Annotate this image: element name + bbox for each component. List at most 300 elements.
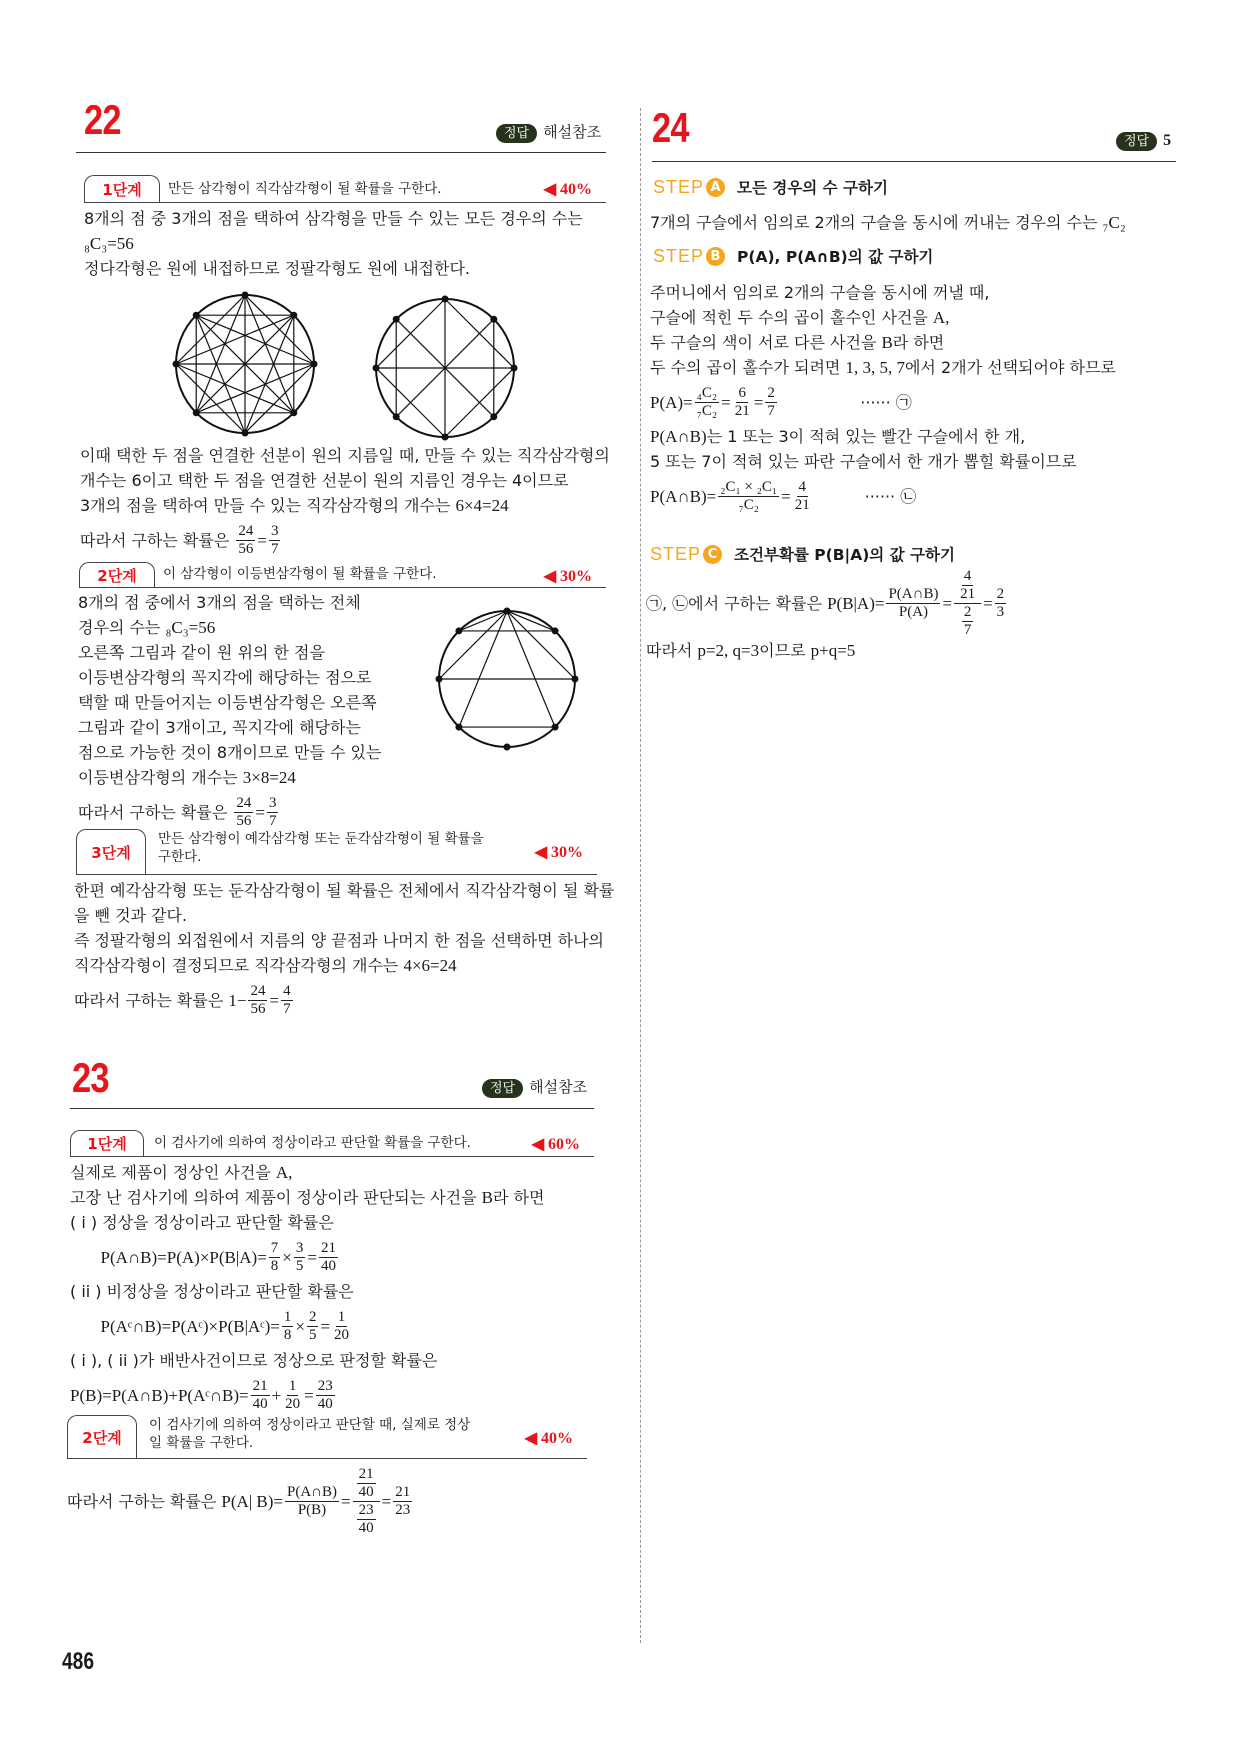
- answer-text: 5: [1163, 132, 1172, 149]
- step-label: 2단계: [79, 562, 155, 587]
- fraction-denominator: [353, 1502, 380, 1537]
- text-run: 23: [395, 1501, 411, 1518]
- math-expression: 1−: [228, 990, 247, 1010]
- math-fraction: [236, 523, 255, 558]
- text-run: ㉠, ㉡에서 구하는 확률은: [646, 593, 828, 613]
- text-run: 이등변삼각형의 꼭지각에 해당하는 점으로: [78, 668, 372, 687]
- text-line: [650, 424, 1116, 449]
- vertex-point: [552, 627, 559, 634]
- text-line: [650, 355, 1116, 380]
- math-expression: =: [320, 1316, 331, 1336]
- fraction-denominator: [236, 541, 255, 558]
- text-line: [70, 1185, 544, 1210]
- text-run: 21: [794, 496, 810, 513]
- text-run: 56: [250, 1000, 266, 1017]
- math-expression: =: [983, 593, 993, 613]
- math-group: [956, 567, 979, 602]
- text-run: 21: [734, 402, 750, 419]
- text-run: 4: [963, 567, 972, 584]
- math-fraction: [958, 568, 977, 603]
- text-run: 7: [268, 812, 277, 829]
- text-run: 라 하면: [492, 1188, 545, 1207]
- fraction-denominator: [269, 541, 281, 558]
- text-run: ₂C₁ × ₂C₁: [720, 478, 778, 495]
- step-description: 이 검사기에 의하여 정상이라고 판단할 확률을 구한다.: [154, 1135, 471, 1151]
- math-fraction: [269, 523, 281, 558]
- fraction-denominator: [958, 604, 978, 639]
- text-run: 1: [288, 1377, 297, 1394]
- step-title: 모든 경우의 수 구하기: [737, 179, 888, 197]
- step-word: STEP: [650, 543, 702, 564]
- step-bar-23-2: [67, 1410, 587, 1459]
- solution-text: [74, 878, 614, 1022]
- text-run: 즉 정팔각형의 외접원에서 지름의 양 끝점과 나머지 한 점을 선택하면 하나의: [74, 931, 604, 950]
- math-expression: P(A∩B): [650, 427, 707, 446]
- vertex-point: [311, 361, 318, 368]
- text-run: 두 수의 곱이 홀수가 되려면: [650, 358, 846, 377]
- text-run: 40: [358, 1483, 374, 1500]
- text-run: 두 구슬의 색이 서로 다른 사건을: [650, 333, 882, 352]
- math-expression: p=2, q=3: [697, 641, 760, 660]
- math-expression: 4×6=24: [403, 956, 457, 975]
- math-expression: +: [271, 1385, 282, 1405]
- text-line: [80, 493, 610, 518]
- text-line: [74, 953, 614, 978]
- text-run: 2: [767, 384, 775, 401]
- text-line: [650, 449, 1116, 474]
- math-expression: 6×4=24: [455, 496, 509, 515]
- page-number: 486: [62, 1648, 95, 1675]
- math-expression: P(B|A)=: [827, 593, 885, 613]
- text-line: [70, 1210, 544, 1235]
- text-line: [650, 280, 1116, 305]
- math-fraction: [332, 1309, 351, 1344]
- text-run: 직각삼각형이 결정되므로 직각삼각형의 개수는: [74, 956, 404, 975]
- text-run: 56: [238, 540, 254, 557]
- vertex-point: [490, 316, 497, 323]
- text-run: 5 또는 7이 적혀 있는 파란 구슬에서 한 개가 뽑힐 확률이므로: [650, 452, 1077, 471]
- answer-header-22: [496, 121, 601, 143]
- fraction-numerator: [248, 983, 267, 1001]
- math-fraction: [294, 1240, 306, 1275]
- fraction-numerator: [797, 479, 809, 497]
- text-run: ( i ), ( ii )가 배반사건이므로 정상으로 판정할 확률은: [70, 1351, 438, 1370]
- math-expression: P(A)=: [650, 392, 693, 412]
- fraction-numerator: [886, 586, 940, 604]
- text-run: 56: [236, 812, 252, 829]
- math-expression: 3×8=24: [242, 768, 296, 787]
- text-run: 21: [395, 1483, 411, 1500]
- fraction-denominator: [269, 1258, 281, 1275]
- math-expression: =: [753, 392, 764, 412]
- step-description: 만든 삼각형이 직각삼각형이 될 확률을 구한다.: [168, 181, 442, 197]
- fraction-numerator: [285, 1484, 339, 1502]
- text-run: 에서 2개가 선택되어야 하므로: [904, 358, 1116, 377]
- text-run: 이때 택한 두 점을 연결한 선분이 원의 지름일 때, 만들 수 있는 직각삼각형의: [80, 446, 610, 465]
- problem-number-23: 23: [72, 1054, 109, 1101]
- fraction-denominator: [793, 497, 812, 514]
- header-rule: [76, 152, 606, 153]
- fraction-denominator: [733, 403, 752, 420]
- math-fraction: [248, 983, 267, 1018]
- text-run: 3: [268, 794, 277, 811]
- text-run: 택할 때 만들어지는 이등변삼각형은 오른쪽: [78, 693, 377, 712]
- fraction-numerator: [336, 1309, 348, 1327]
- vertex-point: [552, 724, 559, 731]
- text-run: 20: [285, 1395, 301, 1412]
- vertex-point: [572, 676, 579, 683]
- math-expression: =: [341, 1491, 351, 1511]
- octagon-diameters-diagram: [365, 288, 525, 448]
- math-fraction: [285, 1484, 339, 1519]
- vertex-point: [193, 409, 200, 416]
- text-line: [78, 740, 381, 765]
- answer-badge: 정답: [1116, 132, 1157, 151]
- fraction-denominator: [332, 1327, 351, 1344]
- text-line: [78, 640, 381, 665]
- fraction-numerator: [294, 1240, 306, 1258]
- header-rule: [652, 161, 1176, 162]
- text-run: 주머니에서 임의로 2개의 구슬을 동시에 꺼낼 때,: [650, 283, 990, 302]
- fraction-denominator: [695, 403, 719, 420]
- math-fraction: [793, 479, 812, 514]
- text-run: 따라서 구하는 확률은: [80, 530, 235, 550]
- text-run: 7: [963, 621, 972, 638]
- fraction-denominator: [307, 1327, 319, 1344]
- text-run: 40: [252, 1395, 268, 1412]
- math-group: [355, 1501, 378, 1536]
- fraction-numerator: [962, 604, 974, 622]
- step-letter-icon: C: [703, 545, 722, 564]
- step-c-heading: [650, 543, 955, 565]
- text-run: 8: [283, 1326, 292, 1343]
- text-run: 따라서 구하는 확률은: [67, 1491, 222, 1511]
- solution-text: [650, 280, 1116, 518]
- text-run: 따라서 구하는 확률은: [78, 802, 233, 822]
- text-run: 23: [358, 1501, 374, 1518]
- text-run: 개수는 6이고 택한 두 점을 연결한 선분이 원의 지름인 경우는 4이므로: [80, 471, 569, 490]
- math-expression: B: [881, 333, 893, 352]
- fraction-numerator: [251, 1378, 270, 1396]
- fraction-denominator: [296, 1502, 328, 1519]
- math-expression: p+q=5: [810, 641, 856, 660]
- text-run: 20: [334, 1326, 350, 1343]
- fraction-denominator: [281, 1001, 293, 1018]
- math-expression: P(A| B)=: [221, 1491, 284, 1511]
- step-label: 1단계: [84, 175, 160, 202]
- fraction-denominator: [962, 622, 974, 639]
- vertex-point: [173, 361, 180, 368]
- text-run: 24: [250, 982, 266, 999]
- step-percent: ◀ 60%: [531, 1136, 580, 1153]
- answer-badge: 정답: [482, 1079, 523, 1098]
- step-description: 만든 삼각형이 예각삼각형 또는 둔각삼각형이 될 확률을 구한다.: [158, 831, 484, 865]
- solution-text: [84, 206, 583, 281]
- text-run: ₇C₂: [738, 496, 759, 513]
- math-expression: A,: [275, 1163, 293, 1182]
- step-letter-icon: A: [706, 178, 725, 197]
- problem-number-22: 22: [84, 96, 121, 143]
- text-run: 2: [963, 603, 972, 620]
- math-expression: =: [307, 1247, 317, 1267]
- step-label: 1단계: [70, 1130, 144, 1156]
- text-run: 8개의 점 중에서 3개의 점을 택하는 전체: [78, 593, 361, 612]
- math-expression: ₇C₂: [1102, 213, 1126, 232]
- text-run: 7: [270, 1239, 279, 1256]
- math-expression: B: [481, 1188, 493, 1207]
- math-group: [355, 1465, 378, 1500]
- math-fraction: [995, 586, 1007, 621]
- text-run: 7개의 구슬에서 임의로 2개의 구슬을 동시에 꺼내는 경우의 수는: [650, 213, 1103, 232]
- column-divider: [640, 108, 641, 1643]
- text-line: [646, 568, 1008, 638]
- text-line: [646, 638, 1008, 663]
- answer-header-23: [482, 1076, 587, 1098]
- text-run: 8: [270, 1257, 279, 1274]
- fraction-numerator: [995, 586, 1007, 604]
- step-title: 조건부확률 P(B|A)의 값 구하기: [734, 546, 955, 564]
- solution-text: [80, 443, 610, 562]
- fraction-denominator: [995, 604, 1007, 621]
- vertex-point: [290, 312, 297, 319]
- text-run: [70, 1314, 101, 1339]
- math-expression: P(Aᶜ∩B)=P(Aᶜ)×P(B|Aᶜ)=: [100, 1316, 280, 1336]
- vertex-point: [455, 724, 462, 731]
- text-run: 오른쪽 그림과 같이 원 위의 한 점을: [78, 643, 325, 662]
- answer-text: 해설참조: [543, 123, 602, 141]
- fraction-numerator: [269, 1240, 281, 1258]
- math-expression: P(A∩B)=P(A)×P(B|A)=: [100, 1247, 267, 1267]
- text-line: [78, 590, 381, 615]
- step-percent: ◀ 40%: [543, 181, 592, 198]
- text-run: ······ ㉠: [778, 392, 912, 412]
- text-run: ( ii ) 비정상을 정상이라고 판단할 확률은: [70, 1282, 354, 1301]
- vertex-point: [504, 744, 511, 751]
- solution-text: [650, 210, 1126, 235]
- fraction-numerator: [267, 795, 279, 813]
- math-expression: P(A∩B)=: [650, 486, 717, 506]
- step-word: STEP: [653, 245, 705, 266]
- step-bar-23-1: [70, 1124, 594, 1157]
- math-fraction: [282, 1309, 294, 1344]
- text-run: 6: [738, 384, 746, 401]
- text-run: 1: [337, 1308, 346, 1325]
- vertex-point: [242, 430, 249, 437]
- text-run: 한편 예각삼각형 또는 둔각삼각형이 될 확률은 전체에서 직각삼각형이 될 확률: [74, 881, 615, 900]
- text-run: 21: [358, 1465, 374, 1482]
- step-b-heading: [653, 245, 933, 267]
- step-percent: ◀ 30%: [534, 844, 583, 861]
- text-line: [78, 615, 381, 640]
- math-fraction: [695, 385, 719, 420]
- vertex-point: [393, 413, 400, 420]
- text-run: 따라서: [646, 641, 698, 660]
- text-run: 24: [236, 794, 252, 811]
- text-line: [74, 903, 614, 928]
- vertex-point: [193, 312, 200, 319]
- isosceles-triangles-diagram: [432, 604, 582, 754]
- math-fraction: [393, 1484, 412, 1519]
- fraction-denominator: [282, 1327, 294, 1344]
- answer-badge: 정답: [496, 124, 537, 143]
- fraction-numerator: [962, 568, 974, 586]
- fraction-numerator: [319, 1240, 338, 1258]
- math-expression: =: [942, 593, 953, 613]
- text-run: ······ ㉡: [813, 486, 917, 506]
- text-run: 8개의 점 중 3개의 점을 택하여 삼각형을 만들 수 있는 모든 경우의 수는: [84, 209, 583, 228]
- fraction-denominator: [958, 586, 977, 603]
- math-fraction: [319, 1240, 338, 1275]
- text-run: 그림과 같이 3개이고, 꼭지각에 해당하는: [78, 718, 361, 737]
- math-fraction: [962, 604, 974, 639]
- fraction-denominator: [393, 1502, 412, 1519]
- vertex-point: [290, 409, 297, 416]
- text-run: 3: [270, 522, 279, 539]
- fraction-numerator: [236, 523, 255, 541]
- text-run: 는 1 또는 3이 적혀 있는 빨간 구슬에서 한 개,: [706, 427, 1026, 446]
- math-fraction: [353, 1466, 380, 1537]
- header-rule: [70, 1108, 594, 1109]
- fraction-numerator: [307, 1309, 319, 1327]
- text-run: 따라서 구하는 확률은: [74, 990, 229, 1010]
- vertex-point: [442, 434, 449, 441]
- fraction-numerator: [954, 568, 981, 604]
- vertex-point: [511, 365, 518, 372]
- text-run: 21: [252, 1377, 268, 1394]
- text-line: [650, 210, 1126, 235]
- math-expression: ×: [282, 1247, 292, 1267]
- math-expression: =: [721, 392, 731, 412]
- text-line: [74, 978, 614, 1022]
- math-fraction: [733, 385, 752, 420]
- math-expression: =: [269, 990, 280, 1010]
- step-description: 이 검사기에 의하여 정상이라고 판단할 때, 실제로 정상일 확률을 구한다.: [149, 1417, 471, 1451]
- text-line: [78, 765, 381, 790]
- text-line: [84, 231, 583, 256]
- fraction-numerator: [269, 523, 281, 541]
- text-line: [67, 1466, 414, 1536]
- text-run: 21: [320, 1239, 336, 1256]
- fraction-numerator: [718, 479, 779, 497]
- math-fraction: [357, 1502, 376, 1537]
- text-run: 1: [283, 1308, 292, 1325]
- vertex-point: [242, 292, 249, 299]
- answer-text: 해설참조: [529, 1078, 588, 1096]
- fraction-numerator: [234, 795, 253, 813]
- text-run: 7: [767, 402, 775, 419]
- solution-text: [78, 590, 381, 834]
- text-line: [650, 380, 1116, 424]
- text-line: [650, 474, 1116, 518]
- step-word: STEP: [653, 176, 705, 197]
- text-run: 40: [320, 1257, 336, 1274]
- fraction-numerator: [736, 385, 748, 403]
- text-line: [84, 256, 583, 281]
- answer-header-24: [1116, 130, 1171, 151]
- text-line: [70, 1304, 544, 1348]
- step-bar-22-1: [84, 168, 606, 203]
- text-run: 24: [238, 522, 254, 539]
- math-expression: =: [257, 530, 267, 550]
- math-fraction: [316, 1378, 335, 1413]
- math-group: [960, 603, 976, 638]
- octagon-all-diagonals-diagram: [165, 284, 325, 444]
- text-run: P(A): [898, 603, 929, 620]
- text-run: 이므로: [759, 641, 811, 660]
- fraction-denominator: [319, 1258, 338, 1275]
- math-fraction: [765, 385, 777, 420]
- text-run: ₄C₂: [696, 384, 718, 401]
- text-line: [78, 690, 381, 715]
- step-label: 3단계: [76, 829, 146, 874]
- math-fraction: [718, 479, 779, 514]
- text-line: [74, 878, 614, 903]
- fraction-denominator: [357, 1484, 376, 1501]
- solution-text: [70, 1160, 544, 1417]
- text-run: 5: [295, 1257, 304, 1274]
- math-fraction: [283, 1378, 302, 1413]
- text-run: 21: [960, 585, 976, 602]
- text-run: 4: [283, 982, 291, 999]
- math-fraction: [307, 1309, 319, 1344]
- text-line: [70, 1348, 544, 1373]
- math-fraction: [281, 983, 293, 1018]
- step-percent: ◀ 40%: [524, 1430, 573, 1447]
- text-run: ₇C₂: [696, 402, 718, 419]
- text-line: [78, 715, 381, 740]
- math-fraction: [886, 586, 940, 621]
- text-line: [650, 305, 1116, 330]
- step-a-heading: [653, 176, 888, 198]
- text-line: [74, 928, 614, 953]
- text-run: 구슬에 적힌 두 수의 곱이 홀수인 사건을: [650, 308, 933, 327]
- step-letter-icon: B: [706, 247, 725, 266]
- step-bar-22-3: [76, 822, 597, 875]
- vertex-point: [455, 627, 462, 634]
- fraction-denominator: [248, 1001, 267, 1018]
- vertex-point: [373, 365, 380, 372]
- vertex-point: [436, 676, 443, 683]
- text-run: 4: [798, 478, 806, 495]
- vertex-point: [504, 608, 511, 615]
- math-expression: P(B)=P(A∩B)+P(Aᶜ∩B)=: [70, 1385, 249, 1405]
- math-fraction: [357, 1466, 376, 1501]
- text-run: 2: [996, 585, 1005, 602]
- text-line: [70, 1279, 544, 1304]
- text-line: [78, 665, 381, 690]
- fraction-denominator: [357, 1520, 376, 1537]
- fraction-numerator: [287, 1378, 299, 1396]
- text-run: 2: [308, 1308, 317, 1325]
- vertex-point: [490, 413, 497, 420]
- text-line: [80, 468, 610, 493]
- text-line: [84, 206, 583, 231]
- fraction-numerator: [353, 1466, 380, 1502]
- step-description: 이 삼각형이 이등변삼각형이 될 확률을 구한다.: [163, 566, 437, 582]
- text-run: 7: [283, 1000, 291, 1017]
- text-run: ( i ) 정상을 정상이라고 판단할 확률은: [70, 1213, 334, 1232]
- fraction-numerator: [765, 385, 777, 403]
- vertex-point: [442, 296, 449, 303]
- fraction-denominator: [765, 403, 777, 420]
- text-run: 5: [308, 1326, 317, 1343]
- step-bar-22-2: [79, 556, 606, 588]
- text-run: 경우의 수는: [78, 618, 166, 637]
- text-run: 23: [317, 1377, 333, 1394]
- text-line: [80, 443, 610, 468]
- fraction-numerator: [281, 983, 293, 1001]
- fraction-numerator: [695, 385, 719, 403]
